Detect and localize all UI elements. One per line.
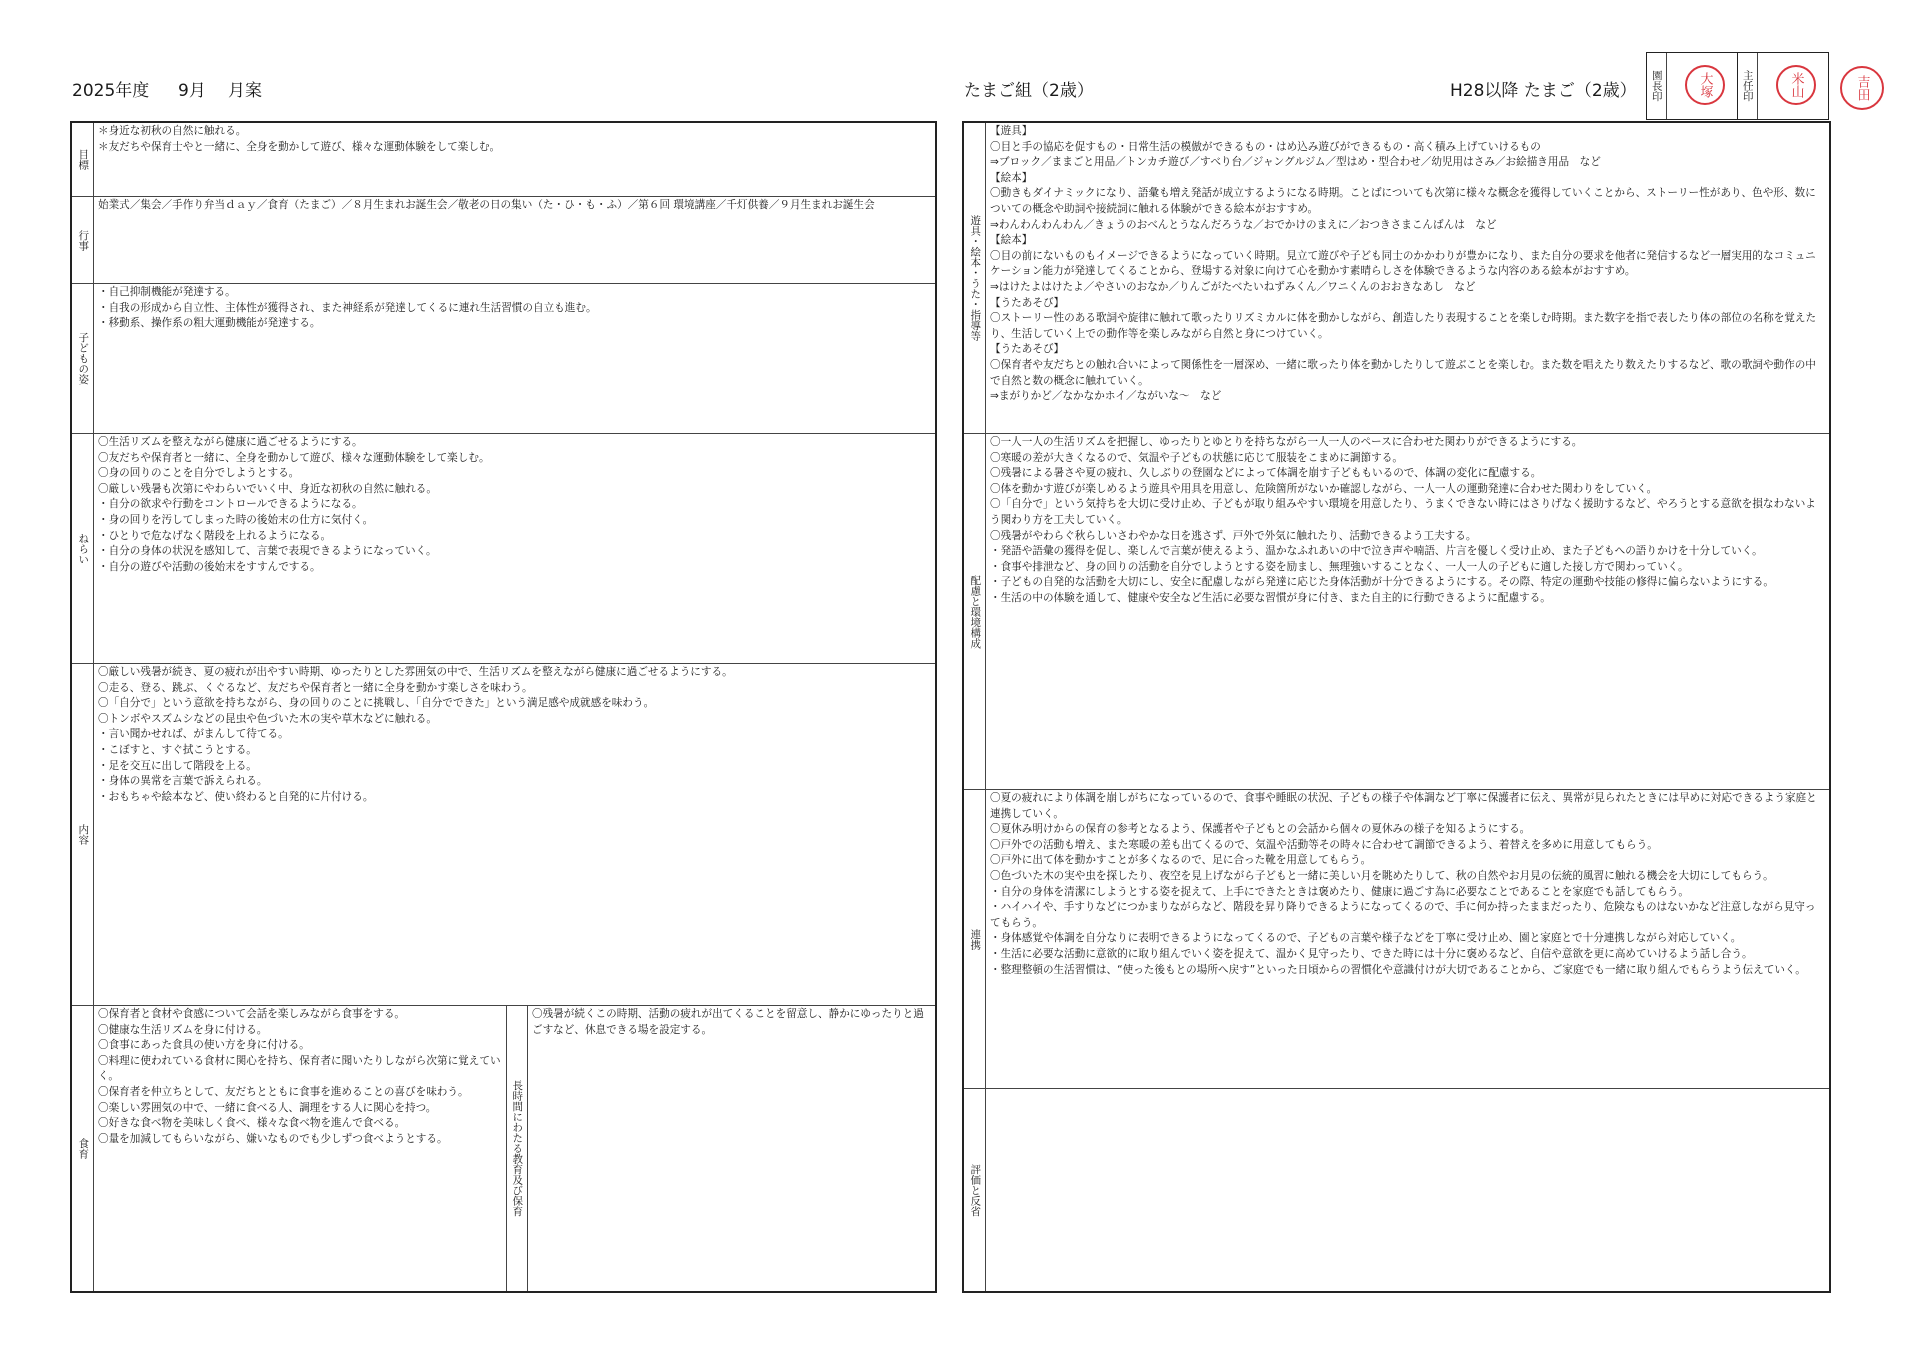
- events-text: 始業式／集会／手作り弁当ｄａｙ／食育（たまご）／８月生まれお誕生会／敬老の日の集い（た・ひ・も・ふ）／第６回 環境講座／千灯供養／９月生まれお誕生会: [98, 199, 875, 211]
- care-row: [964, 434, 1829, 790]
- content-text: 〇厳しい残暑が続き、夏の疲れが出やすい時期、ゆったりとした雰囲気の中で、生活リズムを整えながら健康に過ごせるようにする。 〇走る、登る、跳ぶ、くぐるなど、友だちや保育者と一緒に全身を動かす楽しさを味わう。 〇「自分で」という意欲を持ちながら、身の回りのことに挑戦し、「自分でできた」という満足感や成就感を味わう。 〇トンボやスズムシなどの昆虫や色づいた木の実や草木などに触れる。 ・言い聞かせれば、がまんして待てる。 ・こぼすと、すぐ拭こうとする。 ・足を交互に出して階段を上る。 ・身体の異常を言葉で訴えられる。 ・おもちゃや絵本など、使い終わると自発的に片付ける。: [98, 666, 733, 803]
- events-row: [72, 197, 935, 284]
- plan-type: 月案: [228, 81, 262, 101]
- evaluation-row: [964, 1089, 1829, 1291]
- goals-row: [72, 123, 935, 197]
- child-state-text: ・自己抑制機能が発達する。 ・自我の形成から自立性、主体性が獲得され、また神経系が発達してくるに連れ生活習慣の自立も進む。 ・移動系、操作系の粗大運動機能が発達する。: [98, 286, 597, 330]
- child-state-row: [72, 284, 935, 434]
- chief-stamp-box: [1737, 52, 1829, 120]
- content-label-cell: 内容: [72, 664, 94, 1005]
- play-row: [964, 123, 1829, 434]
- month: 9月: [178, 81, 206, 101]
- care-label-cell: 配慮と環境構成: [964, 434, 986, 789]
- long-hours-text: 〇残暑が続くこの時期、活動の疲れが出てくることを留意し、静かにゆったりと過ごすなど、休息できる場を設定する。: [532, 1008, 924, 1036]
- cooperation-text: 〇夏の疲れにより体調を崩しがちになっているので、食事や睡眠の状況、子どもの様子や体調など丁寧に保護者に伝え、異常が見られたときには早めに対応できるよう家庭と連携していく。 〇夏休み明けからの保育の参考となるよう、保護者や子どもとの会話から個々の夏休みの様子を知るようにする。 〇戸外での活動も増え、また寒暖の差も出てくるので、気温や活動等その時々に合わせて調節できるよう、着替えを多めに用意してもらう。 〇戸外に出て体を動かすことが多くなるので、足に合った靴を用意してもらう。 〇色づいた木の実や虫を探したり、夜空を見上げながら子どもと一緒に美しい月を眺めたりして、秋の自然やお月見の伝統的風習に触れる機会を大切にしてもらう。 ・自分の身体を清潔にしようとする姿を捉えて、上手にできたときは褒めたり、健康に過ごす為に必要なことであることを家庭でも話してもらう。 ・ハイハイや、手すりなどにつかまりながらなど、階段を昇り降りできるようになってくるので、手に何か持ったままだったり、危険なものはないかなど注意しながら見守ってもらう。 ・身体感覚や体調を自分なりに表明できるようになってくるので、子どもの言葉や様子などを丁寧に受け止め、園と家庭とで十分連携しながら対応していく。 ・生活に必要な活動に意欲的に取り組んでいく姿を捉えて、温かく見守ったり、できた時には十分に褒めるなど、自信や意欲を更に高めていけるよう話し合う。 ・整理整頓の生活習慣は、“使った後もとの場所へ戻す”といった日頃からの習慣化や意識付けが大切であることから、ご家庭でも一緒に取り組んでもらうよう伝えていく。: [990, 792, 1817, 976]
- long-hours-label-cell: 長時間にわたる教育及び保育: [506, 1006, 528, 1291]
- goals-text: ＊身近な初秋の自然に触れる。 ＊友だちや保育士やと一緒に、全身を動かして遊び、様々な運動体験をして楽しむ。: [98, 125, 501, 153]
- right-plan-table: [962, 121, 1831, 1293]
- goals-label-cell: 目標: [72, 123, 94, 196]
- food-label-cell: 食育: [72, 1006, 94, 1291]
- food-row: [72, 1006, 935, 1291]
- class-name: たまご組（2歳）: [964, 81, 1094, 101]
- template-version: H28以降 たまご（2歳）: [1450, 81, 1637, 101]
- events-label-cell: 行事: [72, 197, 94, 283]
- chief-stamp-label: 主任印: [1738, 53, 1758, 119]
- aims-text: 〇生活リズムを整えながら健康に過ごせるようにする。 〇友だちや保育者と一緒に、全身を動かして遊び、様々な運動体験をして楽しむ。 〇身の回りのことを自分でしようとする。 〇厳しい残暑も次第にやわらいでいく中、身近な初秋の自然に触れる。 ・自分の欲求や行動をコントロールできるようになる。 ・身の回りを汚してしまった時の後始末の仕方に気付く。 ・ひとりで危なげなく階段を上れるようになる。 ・自分の身体の状況を感知して、言葉で表現できるようになっていく。 ・自分の遊びや活動の後始末をすすんでする。: [98, 436, 490, 573]
- cooperation-label-cell: 連携: [964, 790, 986, 1088]
- play-label-cell: 遊具・絵本・うた・指導等: [964, 123, 986, 433]
- care-text: 〇一人一人の生活リズムを把握し、ゆったりとゆとりを持ちながら一人一人のペースに合わせた関わりができるようにする。 〇寒暖の差が大きくなるので、気温や子どもの状態に応じて服装をこまめに調節する。 〇残暑による暑さや夏の疲れ、久しぶりの登園などによって体調を崩す子どももいるので、体調の変化に配慮する。 〇体を動かす遊びが楽しめるよう遊具や用具を用意し、危険箇所がないか確認しながら、一人一人の運動発達に合わせた関わりをしていく。 〇「自分で」という気持ちを大切に受け止め、子どもが取り組みやすい環境を用意したり、うまくできない時にはさりげなく援助するなど、やろうとする意欲を損なわないよう関わり方を工夫していく。 〇残暑がやわらぐ秋らしいさわやかな日を逃さず、戸外で外気に触れたり、活動できるよう工夫する。 ・発語や語彙の獲得を促し、楽しんで言葉が使えるよう、温かなふれあいの中で泣き声や喃語、片言を優しく受け止め、また子どもへの語りかけを十分していく。 ・食事や排泄など、身の回りの活動を自分でしようとする姿を励まし、無理強いすることなく、一人一人の子どもに適した接し方で関わっていく。 ・子どもの自発的な活動を大切にし、安全に配慮しながら発達に応じた身体活動が十分できるようにする。その際、特定の運動や技能の修得に偏らないようにする。 ・生活の中の体験を通して、健康や安全など生活に必要な習慣が身に付き、また自主的に行動できるように配慮する。: [990, 436, 1816, 604]
- aims-label-cell: ねらい: [72, 434, 94, 663]
- play-text: 【遊具】 〇目と手の協応を促すもの・日常生活の模倣ができるもの・はめ込み遊びができるもの・高く積み上げていけるもの ⇒ブロック／ままごと用品／トンカチ遊び／すべり台／ジャングルジム／型はめ・型合わせ／幼児用はさみ／お絵描き用品 など 【絵本】 〇動きもダイナミックになり、語彙も増え発話が成立するようになる時期。ことばについても次第に様々な概念を獲得していくことから、ストーリー性があり、色や形、数についての概念や助詞や接続詞に触れる体験ができる絵本がおすすめ。 ⇒わんわんわんわん／きょうのおべんとうなんだろうな／おでかけのまえに／おつきさまこんばんは など 【絵本】 〇目の前にないものもイメージできるようになっていく時期。見立て遊びや子ども同士のかかわりが豊かになり、また自分の要求を他者に発信するなど一層実用的なコミュニケーション能力が発達してくることから、登場する対象に向けて心を動かす素晴らしさを体験できるような内容のある絵本がおすすめ。 ⇒はけたよはけたよ／やさいのおなか／りんごがたべたいねずみくん／ワニくんのおおきなあし など 【うたあそび】 〇ストーリー性のある歌詞や旋律に触れて歌ったりリズミカルに体を動かしながら、創造したり表現することを楽しむ時期。また数字を指で表したり体の部位の名称を覚えたり、生活していく上での動作等を楽しみながら自然と身につけていく。 【うたあそび】 〇保育者や友だちとの触れ合いによって関係性を一層深め、一緒に歌ったり体を動かしたりして遊ぶことを楽しむ。また数を唱えたり数えたりするなど、歌の歌詞や動作の中で自然と数の概念に触れていく。 ⇒まがりかど／なかなかホイ／ながいな～ など: [990, 125, 1817, 403]
- chief-seal: 米山: [1776, 65, 1816, 105]
- food-text: 〇保育者と食材や食感について会話を楽しみながら食事をする。 〇健康な生活リズムを身に付ける。 〇食事にあった食具の使い方を身に付ける。 〇料理に使われている食材に関心を持ち、保育者に聞いたりしながら次第に覚えていく。 〇保育者を仲立ちとして、友だちとともに食事を進めることの喜びを味わう。 〇楽しい雰囲気の中で、一緒に食べる人、調理をする人に関心を持つ。 〇好きな食べ物を美味しく食べ、様々な食べ物を進んで食べる。 〇量を加減してもらいながら、嫌いなものでも少しずつ食べようとする。: [98, 1008, 501, 1145]
- evaluation-label-cell: 評価と反省: [964, 1089, 986, 1291]
- aims-row: [72, 434, 935, 664]
- child-state-label-cell: 子どもの姿: [72, 284, 94, 433]
- fiscal-year: 2025年度: [72, 81, 150, 101]
- content-row: [72, 664, 935, 1006]
- third-seal: 吉田: [1840, 66, 1884, 110]
- left-plan-table: [70, 121, 937, 1293]
- cooperation-row: [964, 790, 1829, 1089]
- principal-stamp-label: 園長印: [1647, 53, 1667, 119]
- principal-stamp-box: [1646, 52, 1738, 120]
- principal-seal: 大塚: [1685, 65, 1725, 105]
